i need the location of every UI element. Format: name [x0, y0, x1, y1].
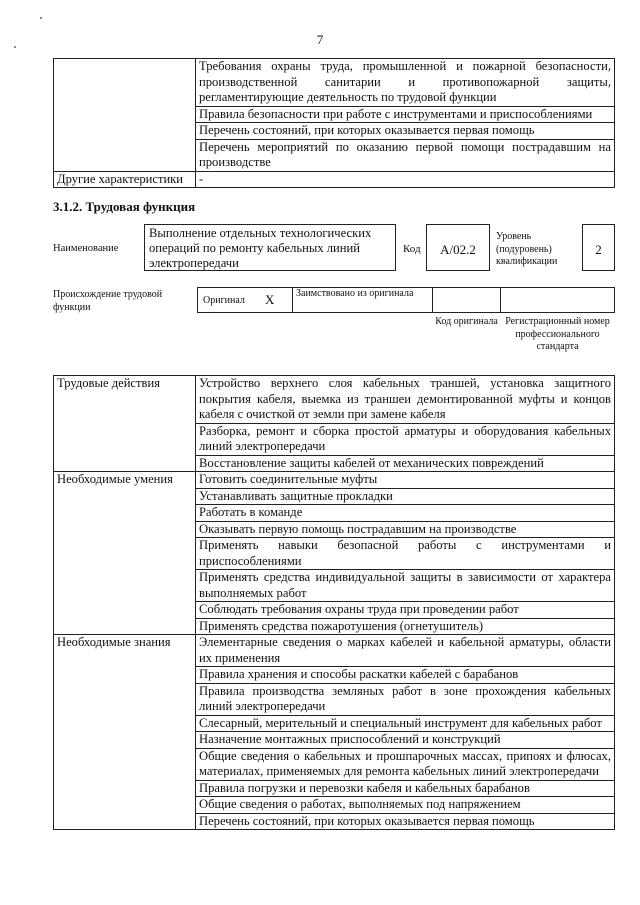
- table-cell: Перечень состояний, при которых оказывается первая помощь: [196, 813, 615, 830]
- table-row: [54, 472, 615, 489]
- table-cell: Правила погрузки и перевозки кабеля и кабельных барабанов: [196, 780, 615, 797]
- table-cell: Слесарный, мерительный и специальный инструмент для кабельных работ: [196, 715, 615, 732]
- table-cell: Разборка, ремонт и сборка простой арматуры и оборудования кабельных линий электропередачи: [196, 423, 615, 455]
- table-cell: Соблюдать требования охраны труда при проведении работ: [196, 602, 615, 619]
- other-characteristics-label: Другие характеристики: [54, 171, 196, 188]
- table-row: [54, 635, 615, 667]
- page-number: 7: [316, 32, 324, 47]
- other-characteristics-value: -: [196, 171, 615, 188]
- code-original-box: [432, 287, 501, 313]
- table-cell: Применять средства пожаротушения (огнетушитель): [196, 618, 615, 635]
- origin-label: Происхождение трудовой функции: [53, 289, 163, 313]
- level-label: Уровень (подуровень) квалификации: [496, 231, 558, 267]
- reg-number-box: [500, 287, 615, 313]
- table-row: [54, 376, 615, 424]
- table-cell: Устанавливать защитные прокладки: [196, 488, 615, 505]
- code-label: Код: [403, 243, 421, 255]
- empty-label-cell: [54, 59, 196, 172]
- table-cell: Перечень состояний, при которых оказывается первая помощь: [196, 123, 615, 140]
- original-label: Оригинал: [203, 295, 245, 306]
- table-cell: Общие сведения о работах, выполняемых под напряжением: [196, 797, 615, 814]
- code-original-label: Код оригинала: [435, 316, 498, 327]
- actions-label: Трудовые действия: [54, 376, 196, 472]
- table-cell: Правила безопасности при работе с инструментами и приспособлениями: [196, 106, 615, 123]
- table-cell: Применять средства индивидуальной защиты в зависимости от характера выполняемых работ: [196, 570, 615, 602]
- code-value-box: А/02.2: [426, 224, 490, 271]
- scan-speck: [40, 17, 42, 19]
- table-cell: Требования охраны труда, промышленной и пожарной безопасности, производственной санитарии и противопожарной защиты, регламентирующие деятельность по трудовой функции: [196, 59, 615, 107]
- table-row: [54, 59, 615, 107]
- borrowed-box: Заимствовано из оригинала: [292, 287, 433, 313]
- table-cell: Готовить соединительные муфты: [196, 472, 615, 489]
- table-row: [54, 171, 615, 188]
- table-cell: Назначение монтажных приспособлений и конструкций: [196, 732, 615, 749]
- name-label: Наименование: [53, 243, 119, 254]
- knowledge-label: Необходимые знания: [54, 635, 196, 830]
- table-cell: Применять навыки безопасной работы с инструментами и приспособлениями: [196, 538, 615, 570]
- top-table: [53, 58, 615, 188]
- table-cell: Перечень мероприятий по оказанию первой помощи пострадавшим на производстве: [196, 139, 615, 171]
- function-name-box: Выполнение отдельных технологических операций по ремонту кабельных линий электропередачи: [144, 224, 396, 271]
- table-cell: Элементарные сведения о марках кабелей и кабельной арматуры, области их применения: [196, 635, 615, 667]
- table-cell: Правила хранения и способы раскатки кабелей с барабанов: [196, 667, 615, 684]
- table-cell: Оказывать первую помощь пострадавшим на производстве: [196, 521, 615, 538]
- level-value-box: 2: [582, 224, 615, 271]
- original-box: [197, 287, 293, 313]
- table-cell: Общие сведения о кабельных и прошпарочных массах, припоях и флюсах, материалах, применяемых для ремонта кабельных линий электропередачи: [196, 748, 615, 780]
- section-title: 3.1.2. Трудовая функция: [53, 199, 196, 214]
- original-mark: X: [265, 292, 275, 307]
- skills-label: Необходимые умения: [54, 472, 196, 635]
- reg-number-label: Регистрационный номер профессионального стандарта: [505, 316, 610, 352]
- table-cell: Устройство верхнего слоя кабельных траншей, установка защитного покрытия кабеля, выемка из траншеи демонтированной муфты и концов кабеля с очисткой от земли при замене кабеля: [196, 376, 615, 424]
- table-cell: Работать в команде: [196, 505, 615, 522]
- table-cell: Правила производства земляных работ в зоне прохождения кабельных линий электропередачи: [196, 683, 615, 715]
- table-cell: Восстановление защиты кабелей от механических повреждений: [196, 455, 615, 472]
- main-table: [53, 375, 615, 830]
